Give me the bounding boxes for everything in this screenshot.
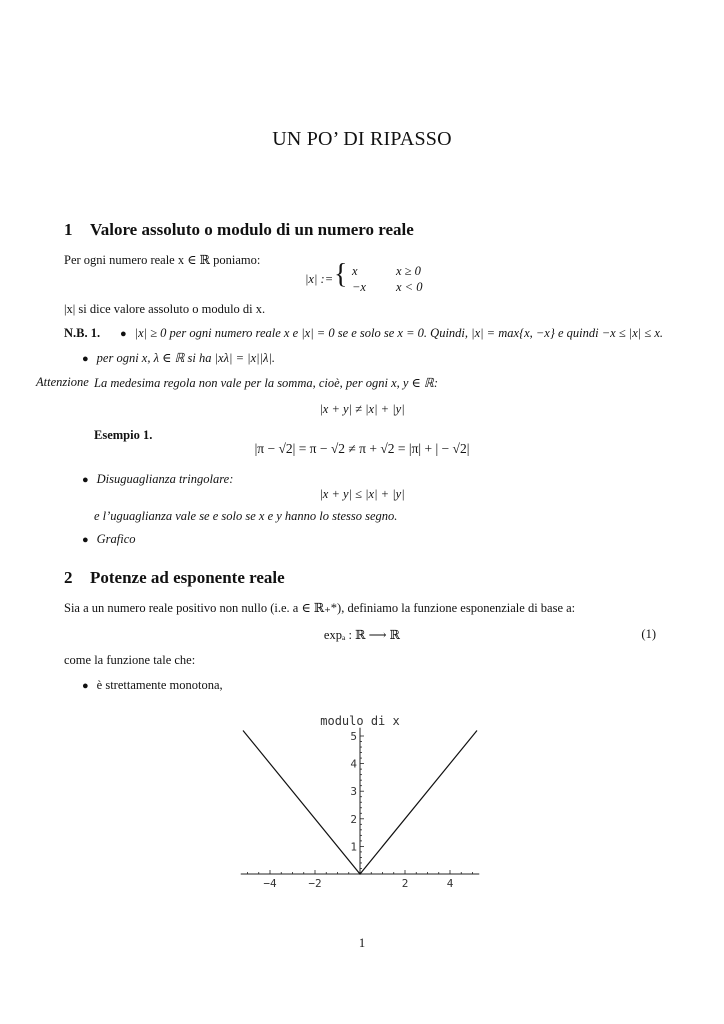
graph-item-text: Grafico xyxy=(96,532,136,546)
bullet-icon: ● xyxy=(82,474,89,486)
triangle-formula: |x + y| ≤ |x| + |y| xyxy=(319,487,405,501)
chart-axes xyxy=(241,728,480,890)
equation-number: (1) xyxy=(641,627,656,641)
section-1-number: 1 xyxy=(64,220,73,239)
attention-label: Attenzione xyxy=(36,375,89,389)
case-1-condition: x ≥ 0 xyxy=(396,264,421,278)
case-2-value: −x xyxy=(352,280,366,294)
x-tick-label: −4 xyxy=(263,877,277,890)
section-2-item-1 xyxy=(82,678,223,693)
triangle-label: Disuguaglianza tringolare: xyxy=(96,472,234,486)
bullet-icon: ● xyxy=(82,353,89,365)
nb-item-2-text: per ogni x, λ ∈ ℝ si ha |xλ| = |x||λ|. xyxy=(96,351,275,365)
modulus-chart xyxy=(230,708,490,900)
section-2-after: come la funzione tale che: xyxy=(64,653,196,667)
y-tick-label: 5 xyxy=(350,730,357,743)
section-2-title: Potenze ad esponente reale xyxy=(90,568,285,587)
nb-item-2 xyxy=(82,350,275,366)
chart-title: modulo di x xyxy=(320,714,400,728)
y-tick-label: 4 xyxy=(350,757,357,771)
definition-lhs: |x| := xyxy=(305,272,334,286)
example-label: Esempio 1. xyxy=(94,428,153,442)
bullet-icon: ● xyxy=(120,328,127,340)
y-tick-label: 3 xyxy=(350,785,357,799)
section-2-intro: Sia a un numero reale positivo non nullo (i.e. a ∈ ℝ₊*), definiamo la funzione esponenziale di base a: xyxy=(64,601,576,615)
example-formula: |π − √2| = π − √2 ≠ π + √2 = |π| + | − √2| xyxy=(254,441,470,456)
triangle-item xyxy=(82,472,233,487)
x-tick-label: −2 xyxy=(308,877,322,890)
case-2-condition: x < 0 xyxy=(396,280,423,294)
case-1-value: x xyxy=(352,264,358,278)
x-tick-label: 4 xyxy=(446,877,454,890)
section-2-item-1-text: è strettamente monotona, xyxy=(96,678,223,692)
x-tick-label: 2 xyxy=(401,877,409,890)
attention-text: La medesima regola non vale per la somma, cioè, per ogni x, y ∈ ℝ: xyxy=(94,376,438,390)
section-1-intro: Per ogni numero reale x ∈ ℝ poniamo: xyxy=(64,253,261,267)
bullet-icon: ● xyxy=(82,680,89,692)
nb-item-1 xyxy=(120,326,663,341)
nb-label: N.B. 1. xyxy=(64,326,101,340)
graph-item xyxy=(82,532,136,547)
section-1-heading xyxy=(64,220,414,240)
after-definition: |x| si dice valore assoluto o modulo di x. xyxy=(64,302,266,316)
section-2-formula: expₐ : ℝ ⟶ ℝ xyxy=(323,628,401,642)
case-row-1 xyxy=(352,264,421,279)
section-2-number: 2 xyxy=(64,568,73,587)
page-title: UN PO’ DI RIPASSO xyxy=(272,128,452,150)
section-1-title: Valore assoluto o modulo di un numero reale xyxy=(90,220,414,239)
y-tick-label: 2 xyxy=(350,812,357,826)
page-number: 1 xyxy=(358,936,366,950)
attention-formula: |x + y| ≠ |x| + |y| xyxy=(319,402,405,416)
y-tick-label: 1 xyxy=(350,840,357,854)
triangle-note: e l’uguaglianza vale se e solo se x e y hanno lo stesso segno. xyxy=(94,509,398,523)
brace-symbol: { xyxy=(334,259,348,290)
nb-item-1-text: |x| ≥ 0 per ogni numero reale x e |x| = 0 se e solo se x = 0. Quindi, |x| = max{x, −x} e quindi −x ≤ |x| ≤ x. xyxy=(134,326,664,340)
bullet-icon: ● xyxy=(82,534,89,546)
case-row-2 xyxy=(352,280,423,295)
section-2-heading xyxy=(64,568,285,588)
